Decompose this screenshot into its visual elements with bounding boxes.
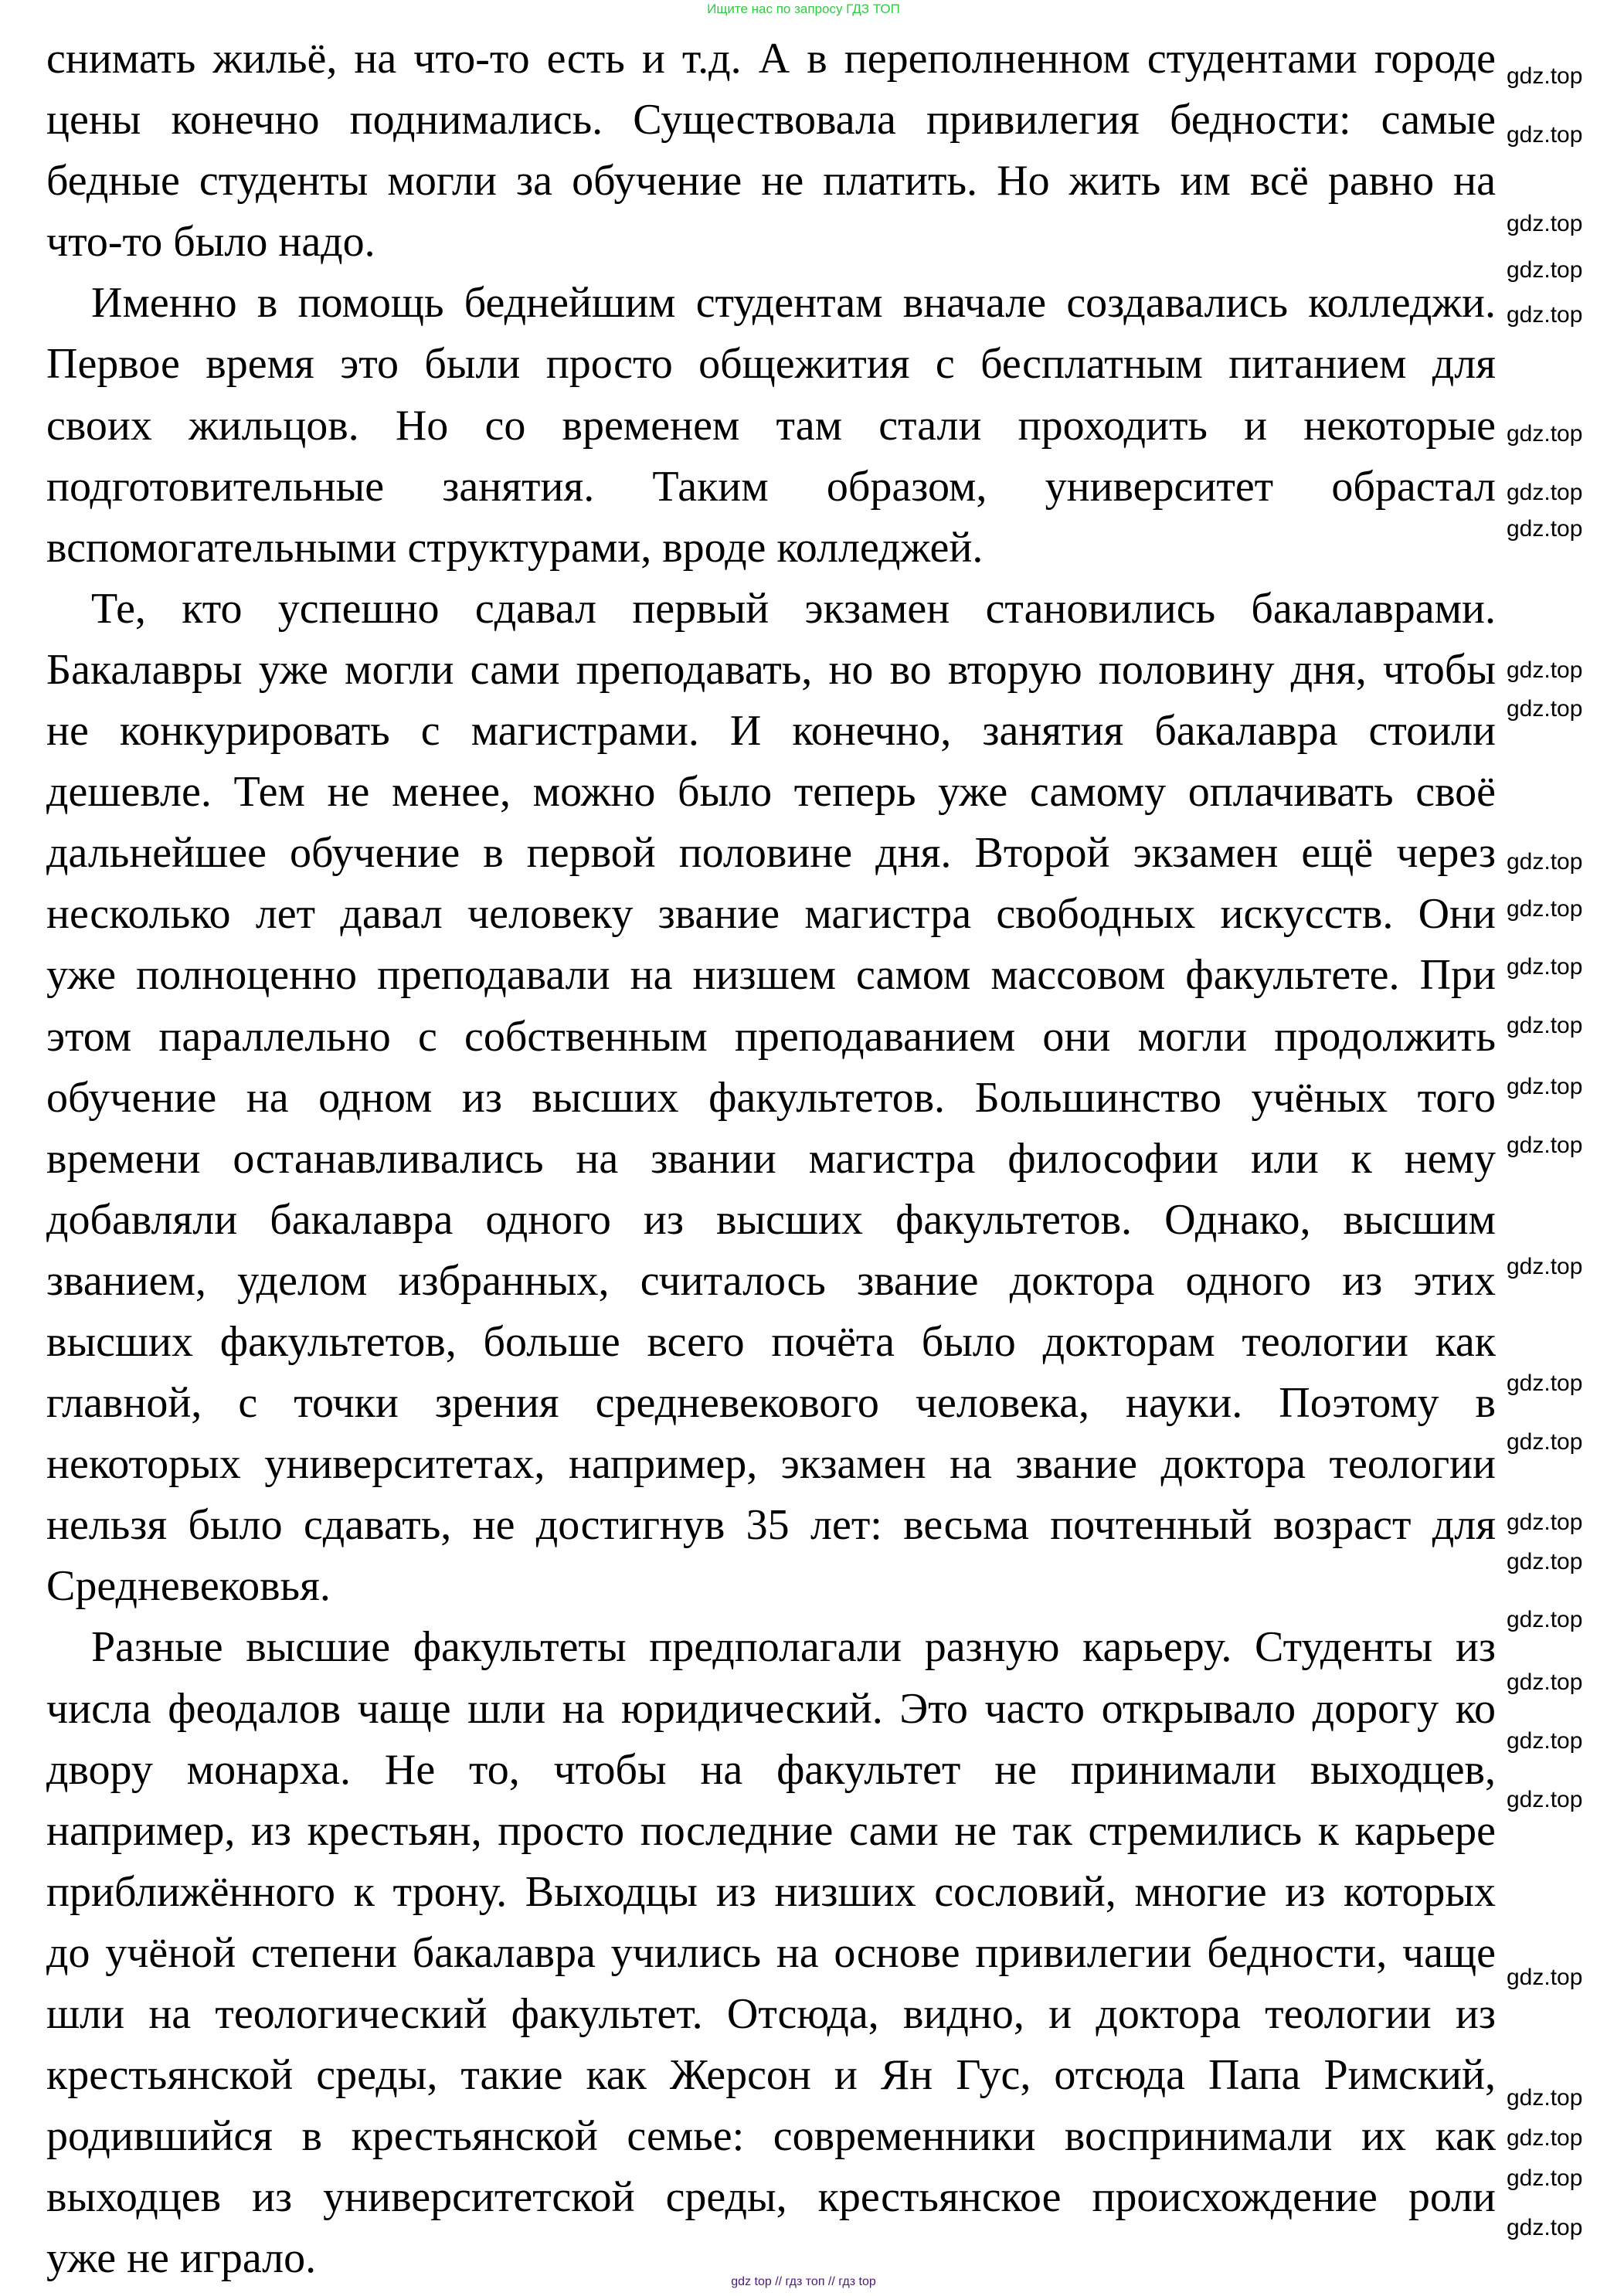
watermark-text: gdz.top xyxy=(1507,122,1583,148)
text-line: родившийся в крестьянской семье: современники воспринимали их как xyxy=(46,2112,1496,2161)
text-line: дешевле. Тем не менее, можно было теперь уже самому оплачивать своё xyxy=(46,768,1496,817)
watermark-text: gdz.top xyxy=(1507,2165,1583,2191)
text-line: до учёной степени бакалавра учились на основе привилегии бедности, чаще xyxy=(46,1928,1496,1977)
document-body xyxy=(46,29,1496,2289)
paragraph xyxy=(46,273,1496,578)
watermark-text: gdz.top xyxy=(1507,1607,1583,1632)
watermark-text: gdz.top xyxy=(1507,954,1583,980)
watermark-text: gdz.top xyxy=(1507,421,1583,447)
watermark-text: gdz.top xyxy=(1507,2215,1583,2240)
text-line: приближённого к трону. Выходцы из низших сословий, многие из которых xyxy=(46,1867,1496,1916)
watermark-text: gdz.top xyxy=(1507,1549,1583,1574)
watermark-text: gdz.top xyxy=(1507,1429,1583,1455)
text-line: Именно в помощь беднейшим студентам вначале создавались колледжи. xyxy=(91,279,1496,328)
text-line: Разные высшие факультеты предполагали разную карьеру. Студенты из xyxy=(91,1623,1496,1672)
text-line: времени останавливались на звании магистра философии или к нему xyxy=(46,1134,1496,1183)
text-line: главной, с точки зрения средневекового человека, науки. Поэтому в xyxy=(46,1379,1496,1428)
paragraph xyxy=(46,29,1496,273)
watermark-text: gdz.top xyxy=(1507,2125,1583,2151)
text-line: цены конечно поднимались. Существовала привилегия бедности: самые xyxy=(46,96,1496,144)
bottom-banner: gdz top // гдз топ // гдз top xyxy=(731,2275,876,2288)
text-line: бедные студенты могли за обучение не платить. Но жить им всё равно на xyxy=(46,157,1496,205)
paragraph xyxy=(46,1617,1496,2289)
text-line: уже не играло. xyxy=(46,2234,317,2283)
watermark-text: gdz.top xyxy=(1507,1669,1583,1695)
watermark-text: gdz.top xyxy=(1507,1510,1583,1535)
watermark-text: gdz.top xyxy=(1507,657,1583,683)
watermark-text: gdz.top xyxy=(1507,257,1583,283)
text-line: что-то было надо. xyxy=(46,218,375,267)
text-line: званием, уделом избранных, считалось звание доктора одного из этих xyxy=(46,1256,1496,1305)
text-line: Средневековья. xyxy=(46,1562,331,1611)
text-line: вспомогательными структурами, вроде колледжей. xyxy=(46,523,984,572)
watermark-text: gdz.top xyxy=(1507,63,1583,89)
text-line: высших факультетов, больше всего почёта было докторам теологии как xyxy=(46,1317,1496,1366)
text-line: двору монарха. Не то, чтобы на факультет не принимали выходцев, xyxy=(46,1745,1496,1794)
watermark-text: gdz.top xyxy=(1507,1254,1583,1279)
watermark-text: gdz.top xyxy=(1507,211,1583,236)
text-line: добавляли бакалавра одного из высших факультетов. Однако, высшим xyxy=(46,1195,1496,1244)
text-line: Первое время это были просто общежития с бесплатным питанием для xyxy=(46,340,1496,389)
watermark-text: gdz.top xyxy=(1507,1965,1583,1990)
text-line: нельзя было сдавать, не достигнув 35 лет: весьма почтенный возраст для xyxy=(46,1501,1496,1550)
text-line: крестьянской среды, такие как Жерсон и Ян Гус, отсюда Папа Римский, xyxy=(46,2051,1496,2100)
watermark-text: gdz.top xyxy=(1507,302,1583,328)
watermark-text: gdz.top xyxy=(1507,1074,1583,1099)
watermark-text: gdz.top xyxy=(1507,696,1583,722)
text-line: Бакалавры уже могли сами преподавать, но во вторую половину дня, чтобы xyxy=(46,645,1496,694)
watermark-text: gdz.top xyxy=(1507,480,1583,505)
paragraph xyxy=(46,579,1496,1618)
text-line: этом параллельно с собственным преподаванием они могли продолжить xyxy=(46,1012,1496,1061)
text-line: некоторых университетах, например, экзамен на звание доктора теологии xyxy=(46,1440,1496,1489)
text-line: несколько лет давал человеку звание магистра свободных искусств. Они xyxy=(46,890,1496,939)
watermark-text: gdz.top xyxy=(1507,516,1583,542)
text-line: снимать жильё, на что-то есть и т.д. А в переполненном студентами городе xyxy=(46,35,1496,83)
text-line: обучение на одном из высших факультетов. Большинство учёных того xyxy=(46,1073,1496,1122)
watermark-text: gdz.top xyxy=(1507,1013,1583,1038)
top-banner: Ищите нас по запросу ГДЗ ТОП xyxy=(707,2,900,16)
watermark-text: gdz.top xyxy=(1507,849,1583,875)
text-line: шли на теологический факультет. Отсюда, видно, и доктора теологии из xyxy=(46,1990,1496,2038)
text-line: не конкурировать с магистрами. И конечно, занятия бакалавра стоили xyxy=(46,707,1496,756)
watermark-text: gdz.top xyxy=(1507,896,1583,922)
text-line: своих жильцов. Но со временем там стали проходить и некоторые xyxy=(46,401,1496,450)
watermark-text: gdz.top xyxy=(1507,2085,1583,2111)
text-line: дальнейшее обучение в первой половине дня. Второй экзамен ещё через xyxy=(46,829,1496,878)
text-line: числа феодалов чаще шли на юридический. Это часто открывало дорогу ко xyxy=(46,1684,1496,1733)
watermark-text: gdz.top xyxy=(1507,1133,1583,1158)
watermark-text: gdz.top xyxy=(1507,1728,1583,1754)
text-line: подготовительные занятия. Таким образом, университет обрастал xyxy=(46,462,1496,511)
text-line: выходцев из университетской среды, крестьянское происхождение роли xyxy=(46,2173,1496,2222)
text-line: например, из крестьян, просто последние сами не так стремились к карьере xyxy=(46,1806,1496,1855)
watermark-text: gdz.top xyxy=(1507,1370,1583,1396)
text-line: Те, кто успешно сдавал первый экзамен становились бакалаврами. xyxy=(91,584,1496,633)
watermark-text: gdz.top xyxy=(1507,1787,1583,1812)
text-line: уже полноценно преподавали на низшем самом массовом факультете. При xyxy=(46,951,1496,1000)
